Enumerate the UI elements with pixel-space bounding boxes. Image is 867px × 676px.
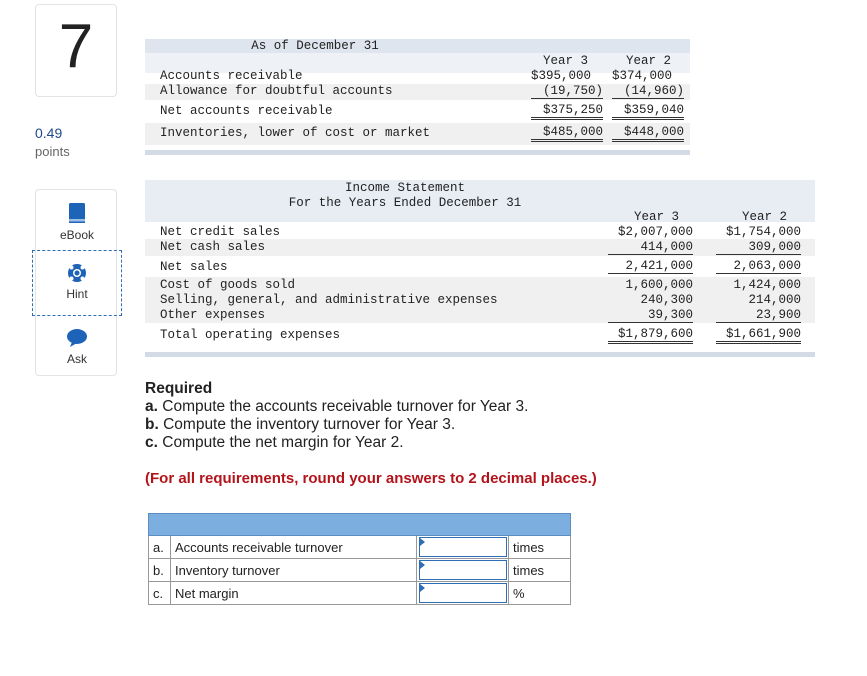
bs-cell: (14,960)	[612, 84, 684, 99]
required-item: a. Compute the accounts receivable turnover for Year 3.	[145, 398, 529, 415]
income-statement-title: Income Statement	[344, 181, 466, 195]
is-row-label: Other expenses	[160, 308, 266, 322]
is-cell: 1,600,000	[625, 278, 693, 292]
bs-cell: $485,000	[531, 125, 603, 142]
is-cell: $1,661,900	[716, 327, 801, 344]
bs-cell: $374,000	[612, 69, 673, 83]
is-cell: 1,424,000	[733, 278, 801, 292]
answer-label: Inventory turnover	[171, 559, 417, 582]
is-cell: 214,000	[748, 293, 801, 307]
is-col-year3: Year 3	[634, 210, 680, 224]
is-row-label: Net credit sales	[160, 225, 281, 239]
ask-button[interactable]	[36, 328, 118, 368]
is-cell: 309,000	[716, 240, 801, 255]
points-label: points	[35, 144, 70, 159]
is-cell: 240,300	[640, 293, 693, 307]
required-item: c. Compute the net margin for Year 2.	[145, 434, 404, 451]
is-cell: $2,007,000	[617, 225, 693, 239]
net-margin-input[interactable]	[419, 583, 507, 603]
bs-col-year3: Year 3	[543, 54, 589, 68]
income-statement-subtitle: For the Years Ended December 31	[288, 196, 522, 210]
answer-label: Net margin	[171, 582, 417, 605]
required-heading: Required	[145, 380, 213, 397]
question-number: 7	[58, 12, 94, 81]
answer-row	[149, 582, 571, 605]
ar-turnover-input[interactable]	[419, 537, 507, 557]
is-cell: $1,879,600	[608, 327, 693, 344]
balance-sheet-title: As of December 31	[251, 39, 379, 53]
is-cell: 2,063,000	[716, 259, 801, 274]
answer-letter: c.	[149, 582, 171, 605]
bs-bottom-bar	[145, 150, 690, 155]
book-icon	[67, 202, 87, 224]
answer-row	[149, 559, 571, 582]
rounding-note: (For all requirements, round your answers to 2 decimal places.)	[145, 470, 597, 487]
bs-row-label: Allowance for doubtful accounts	[160, 84, 393, 98]
points-value: 0.49	[35, 125, 63, 141]
ebook-label: eBook	[59, 228, 95, 242]
is-bottom-bar	[145, 352, 815, 357]
answer-unit: %	[509, 582, 571, 605]
bs-row-label: Net accounts receivable	[160, 104, 333, 118]
answer-letter: a.	[149, 536, 171, 559]
bs-cell: (19,750)	[531, 84, 603, 99]
is-cell: 39,300	[608, 308, 693, 323]
chat-bubble-icon	[66, 328, 88, 348]
bs-col-year2: Year 2	[626, 54, 672, 68]
is-col-year2: Year 2	[742, 210, 788, 224]
answer-table	[148, 513, 571, 605]
is-cell: $1,754,000	[725, 225, 801, 239]
answer-label: Accounts receivable turnover	[171, 536, 417, 559]
bs-cell: $359,040	[612, 103, 684, 120]
ebook-button[interactable]	[36, 202, 118, 252]
is-row-label: Selling, general, and administrative expenses	[160, 293, 498, 307]
bs-cell: $448,000	[612, 125, 684, 142]
resource-panel	[35, 189, 117, 376]
is-cell: 414,000	[608, 240, 693, 255]
inventory-turnover-input[interactable]	[419, 560, 507, 580]
hint-button[interactable]	[32, 250, 122, 316]
is-row-label: Cost of goods sold	[160, 278, 296, 292]
is-row-label: Total operating expenses	[160, 328, 341, 342]
is-row-label: Net cash sales	[160, 240, 266, 254]
answer-row	[149, 536, 571, 559]
is-cell: 2,421,000	[608, 259, 693, 274]
hint-label: Hint	[66, 287, 88, 301]
is-cell: 23,900	[716, 308, 801, 323]
lifebuoy-icon	[67, 263, 87, 283]
answer-unit: times	[509, 559, 571, 582]
bs-cell: $395,000	[531, 69, 592, 83]
bs-row-label: Accounts receivable	[160, 69, 303, 83]
bs-cell: $375,250	[531, 103, 603, 120]
answer-unit: times	[509, 536, 571, 559]
answer-letter: b.	[149, 559, 171, 582]
ask-label: Ask	[66, 352, 87, 366]
bs-row-label: Inventories, lower of cost or market	[160, 126, 431, 140]
answer-table-header	[149, 514, 571, 536]
question-number-box	[35, 4, 117, 97]
required-item: b. Compute the inventory turnover for Year 3.	[145, 416, 456, 433]
required-section	[145, 380, 528, 452]
is-row-label: Net sales	[160, 260, 228, 274]
